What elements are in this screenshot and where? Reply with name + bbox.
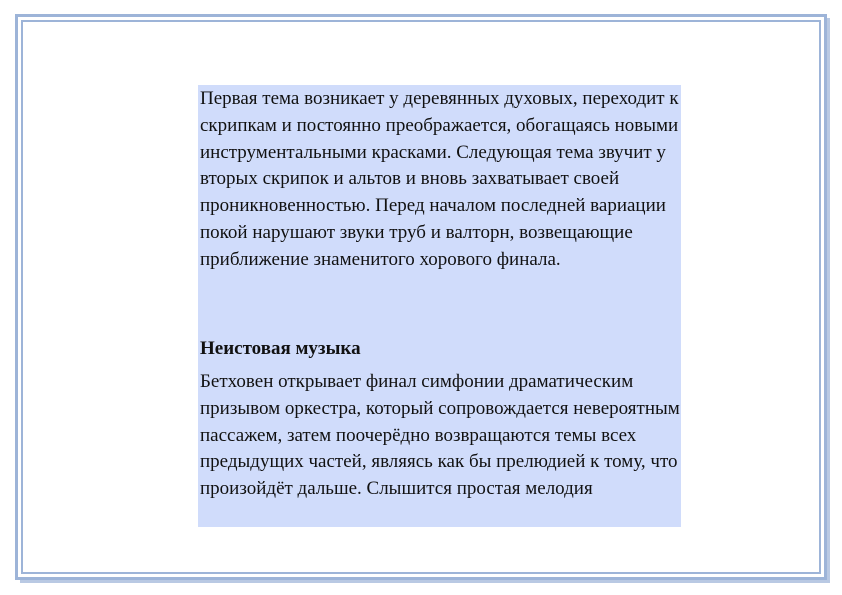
section-heading: Неистовая музыка: [200, 338, 361, 359]
frame-shadow-bottom: [20, 580, 830, 583]
slide-text-box: [198, 85, 681, 527]
paragraph-finale: Бетховен открывает финал симфонии драматическим призывом оркестра, который сопровождается невероятным пассажем, затем поочерёдно возвращаются темы всех предыдущих частей, являясь как бы прелюдией к тому, что произойдёт дальше. Слышится простая мелодия: [200, 371, 680, 500]
frame-shadow-right: [827, 18, 830, 583]
paragraph-first-theme: Первая тема возникает у деревянных духовых, переходит к скрипкам и постоянно преображается, обогащаясь новыми инструментальными красками. Следующая тема звучит у вторых скрипок и альтов и вновь захватывает своей проникновенностью. Перед началом последней вариации покой нарушают звуки труб и валторн, возвещающие приближение знаменитого хорового финала.: [200, 88, 679, 270]
